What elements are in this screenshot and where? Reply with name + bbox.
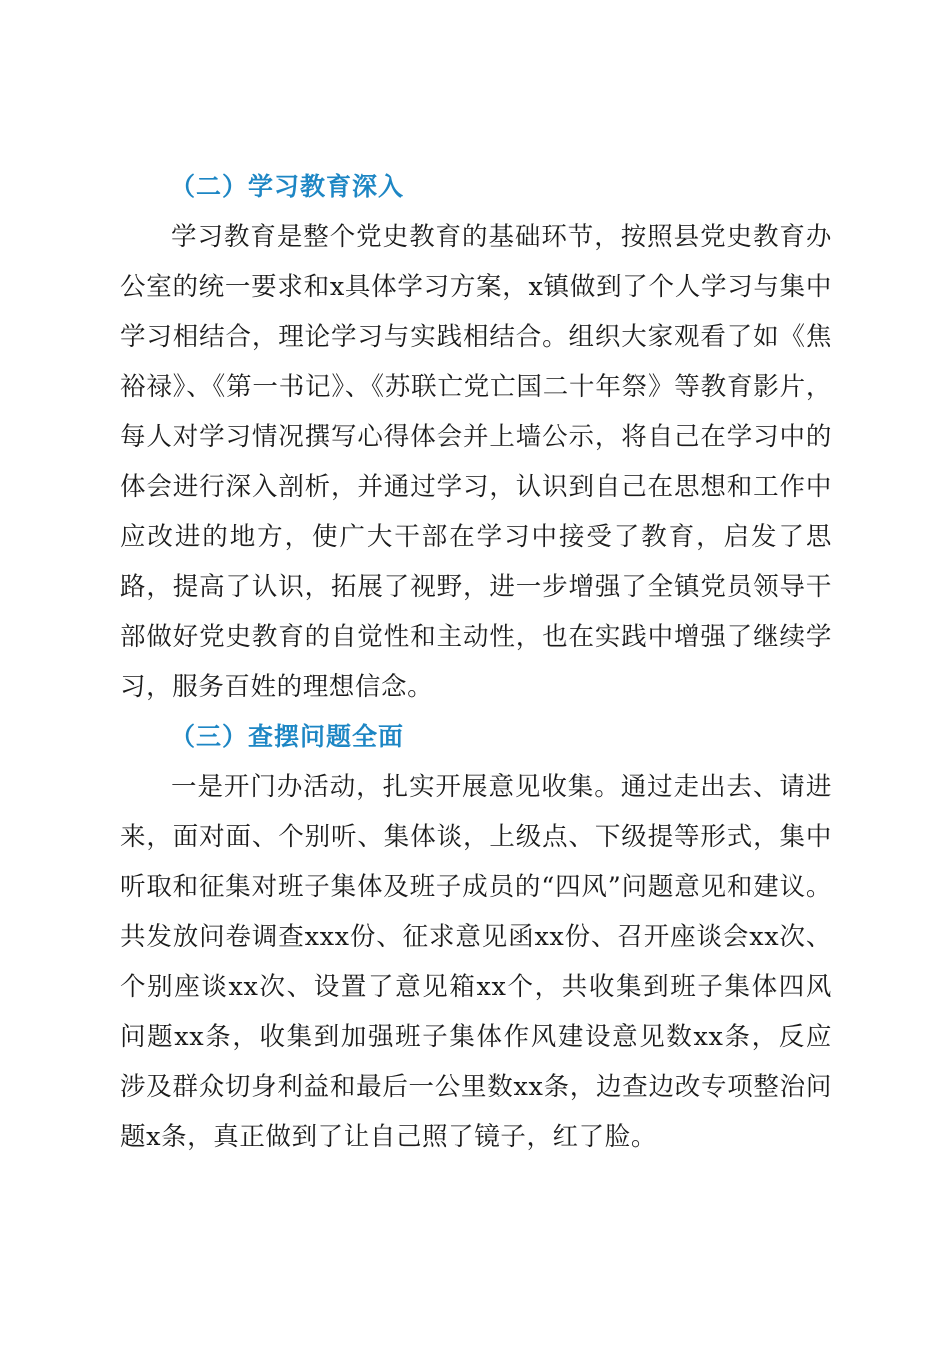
section-paragraph-problem-review: 一是开门办活动，扎实开展意见收集。通过走出去、请进来，面对面、个别听、集体谈，上级点、下级提等形式，集中听取和征集对班子集体及班子成员的“四风”问题意见和建议。共发放问卷调查xxx份、征求意见函xx份、召开座谈会xx次、个别座谈xx次、设置了意见箱xx个，共收集到班子集体四风问题xx条，收集到加强班子集体作风建设意见数xx条，反应涉及群众切身利益和最后一公里数xx条，边查边改专项整治问题x条，真正做到了让自己照了镜子，红了脸。 <box>120 772 832 1152</box>
document-body <box>120 162 832 1162</box>
section-paragraph-study-education: 学习教育是整个党史教育的基础环节，按照县党史教育办公室的统一要求和x具体学习方案，x镇做到了个人学习与集中学习相结合，理论学习与实践相结合。组织大家观看了如《焦裕禄》、《第一书记》、《苏联亡党亡国二十年祭》等教育影片，每人对学习情况撰写心得体会并上墙公示，将自己在学习中的体会进行深入剖析，并通过学习，认识到自己在思想和工作中应改进的地方，使广大干部在学习中接受了教育，启发了思路，提高了认识，拓展了视野，进一步增强了全镇党员领导干部做好党史教育的自觉性和主动性，也在实践中增强了继续学习，服务百姓的理想信念。 <box>120 222 832 702</box>
section-heading-study-education: （二）学习教育深入 <box>170 172 405 201</box>
section-heading-problem-review: （三）查摆问题全面 <box>170 722 405 751</box>
